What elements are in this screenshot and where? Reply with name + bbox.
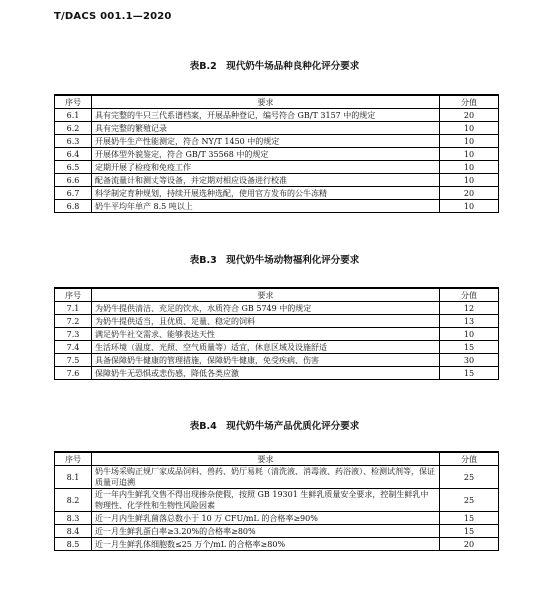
row-number: 6.2 bbox=[55, 122, 92, 135]
row-score: 20 bbox=[440, 109, 499, 122]
row-score: 25 bbox=[440, 489, 499, 512]
row-score: 15 bbox=[440, 512, 499, 525]
table-b2-caption: 表B.2 现代奶牛场品种良种化评分要求 bbox=[189, 61, 360, 72]
row-requirement: 奶牛场采购正规厂家成品饲料、兽药、奶厅易耗（清洗液、消毒液、药浴液）、检测试剂等，保证质量可追溯 bbox=[92, 466, 440, 489]
row-requirement: 定期开展了检疫和免疫工作 bbox=[92, 161, 440, 174]
row-requirement: 为奶牛提供适当，且优质、足量、稳定的饲料 bbox=[92, 315, 440, 328]
table-row bbox=[55, 109, 499, 122]
row-number: 6.8 bbox=[55, 200, 92, 213]
table-row bbox=[55, 200, 499, 213]
row-requirement: 具备保障奶牛健康的管理措施，保障奶牛健康，免受疾病、伤害 bbox=[92, 354, 440, 367]
table-row bbox=[55, 174, 499, 187]
header-no: 序号 bbox=[55, 288, 92, 302]
row-score: 15 bbox=[440, 525, 499, 538]
row-number: 7.2 bbox=[55, 315, 92, 328]
header-score: 分值 bbox=[440, 95, 499, 109]
row-requirement: 配备流量计和测丈等设备，并定期对相应设备进行校准 bbox=[92, 174, 440, 187]
row-score: 13 bbox=[440, 315, 499, 328]
row-score: 10 bbox=[440, 135, 499, 148]
row-number: 6.6 bbox=[55, 174, 92, 187]
table-row bbox=[55, 466, 499, 489]
table-b4 bbox=[54, 451, 499, 551]
header-requirement: 要求 bbox=[92, 288, 440, 302]
document-id: T/DACS 001.1—2020 bbox=[54, 11, 172, 22]
header-no: 序号 bbox=[55, 452, 92, 466]
header-requirement: 要求 bbox=[92, 452, 440, 466]
row-requirement: 近一月内生鲜乳菌落总数小于 10 万 CFU/mL 的合格率≥90% bbox=[92, 512, 440, 525]
table-row bbox=[55, 315, 499, 328]
row-requirement: 近一月生鲜乳体细胞数≤25 万个/mL 的合格率≥80% bbox=[92, 538, 440, 551]
row-requirement: 具有完整的繁殖记录 bbox=[92, 122, 440, 135]
row-number: 6.7 bbox=[55, 187, 92, 200]
row-number: 7.1 bbox=[55, 302, 92, 315]
row-number: 6.5 bbox=[55, 161, 92, 174]
table-b4-body bbox=[55, 466, 499, 551]
row-number: 7.4 bbox=[55, 341, 92, 354]
row-requirement: 近一年内生鲜乳交售不得出现掺杂使假，按照 GB 19301 生鲜乳质量安全要求，控制生鲜乳中物理性、化学性和生物性风险因素 bbox=[92, 489, 440, 512]
table-row bbox=[55, 354, 499, 367]
row-number: 8.4 bbox=[55, 525, 92, 538]
table-b3-body bbox=[55, 302, 499, 380]
row-number: 7.6 bbox=[55, 367, 92, 380]
row-score: 20 bbox=[440, 538, 499, 551]
row-score: 20 bbox=[440, 187, 499, 200]
table-b4-caption: 表B.4 现代奶牛场产品优质化评分要求 bbox=[189, 421, 360, 432]
table-b3-caption: 表B.3 现代奶牛场动物福利化评分要求 bbox=[189, 255, 360, 266]
row-requirement: 具有完整的牛只三代系谱档案，开展品种登记，编号符合 GB/T 3157 中的规定 bbox=[92, 109, 440, 122]
row-number: 8.2 bbox=[55, 489, 92, 512]
table-row bbox=[55, 161, 499, 174]
row-score: 10 bbox=[440, 328, 499, 341]
table-row bbox=[55, 538, 499, 551]
row-number: 6.1 bbox=[55, 109, 92, 122]
table-row bbox=[55, 512, 499, 525]
row-number: 7.3 bbox=[55, 328, 92, 341]
table-b3 bbox=[54, 287, 499, 380]
row-score: 25 bbox=[440, 466, 499, 489]
table-row bbox=[55, 187, 499, 200]
row-requirement: 保障奶牛无恐惧或悲伤感，降低各类应激 bbox=[92, 367, 440, 380]
header-requirement: 要求 bbox=[92, 95, 440, 109]
table-row bbox=[55, 367, 499, 380]
row-number: 8.5 bbox=[55, 538, 92, 551]
table-b2 bbox=[54, 94, 499, 213]
row-score: 10 bbox=[440, 122, 499, 135]
header-no: 序号 bbox=[55, 95, 92, 109]
row-requirement: 满足奶牛社交需求、能够表达天性 bbox=[92, 328, 440, 341]
row-requirement: 开展奶牛生产性能测定，符合 NY/T 1450 中的规定 bbox=[92, 135, 440, 148]
row-requirement: 为奶牛提供清洁、充足的饮水，水质符合 GB 5749 中的规定 bbox=[92, 302, 440, 315]
row-requirement: 奶牛平均年单产 8.5 吨以上 bbox=[92, 200, 440, 213]
table-row bbox=[55, 341, 499, 354]
header-score: 分值 bbox=[440, 288, 499, 302]
row-score: 10 bbox=[440, 200, 499, 213]
table-row bbox=[55, 328, 499, 341]
row-number: 7.5 bbox=[55, 354, 92, 367]
row-number: 6.3 bbox=[55, 135, 92, 148]
row-number: 8.1 bbox=[55, 466, 92, 489]
row-score: 10 bbox=[440, 174, 499, 187]
row-requirement: 科学制定育种规划，持续开展选种选配，使用官方发布的公牛冻精 bbox=[92, 187, 440, 200]
row-requirement: 生活环境（温度、光照、空气质量等）适宜，休息区域及设施舒适 bbox=[92, 341, 440, 354]
header-score: 分值 bbox=[440, 452, 499, 466]
row-requirement: 近一月生鲜乳蛋白率≥3.20%的合格率≥80% bbox=[92, 525, 440, 538]
table-header-row bbox=[55, 95, 499, 109]
row-score: 10 bbox=[440, 148, 499, 161]
table-header-row bbox=[55, 288, 499, 302]
table-row bbox=[55, 148, 499, 161]
row-score: 12 bbox=[440, 302, 499, 315]
table-row bbox=[55, 135, 499, 148]
table-row bbox=[55, 489, 499, 512]
row-score: 15 bbox=[440, 341, 499, 354]
table-row bbox=[55, 525, 499, 538]
row-score: 15 bbox=[440, 367, 499, 380]
row-requirement: 开展体型外貌鉴定，符合 GB/T 35568 中的规定 bbox=[92, 148, 440, 161]
table-row bbox=[55, 122, 499, 135]
table-header-row bbox=[55, 452, 499, 466]
table-b2-body bbox=[55, 109, 499, 213]
row-score: 10 bbox=[440, 161, 499, 174]
table-row bbox=[55, 302, 499, 315]
row-number: 8.3 bbox=[55, 512, 92, 525]
row-score: 30 bbox=[440, 354, 499, 367]
row-number: 6.4 bbox=[55, 148, 92, 161]
